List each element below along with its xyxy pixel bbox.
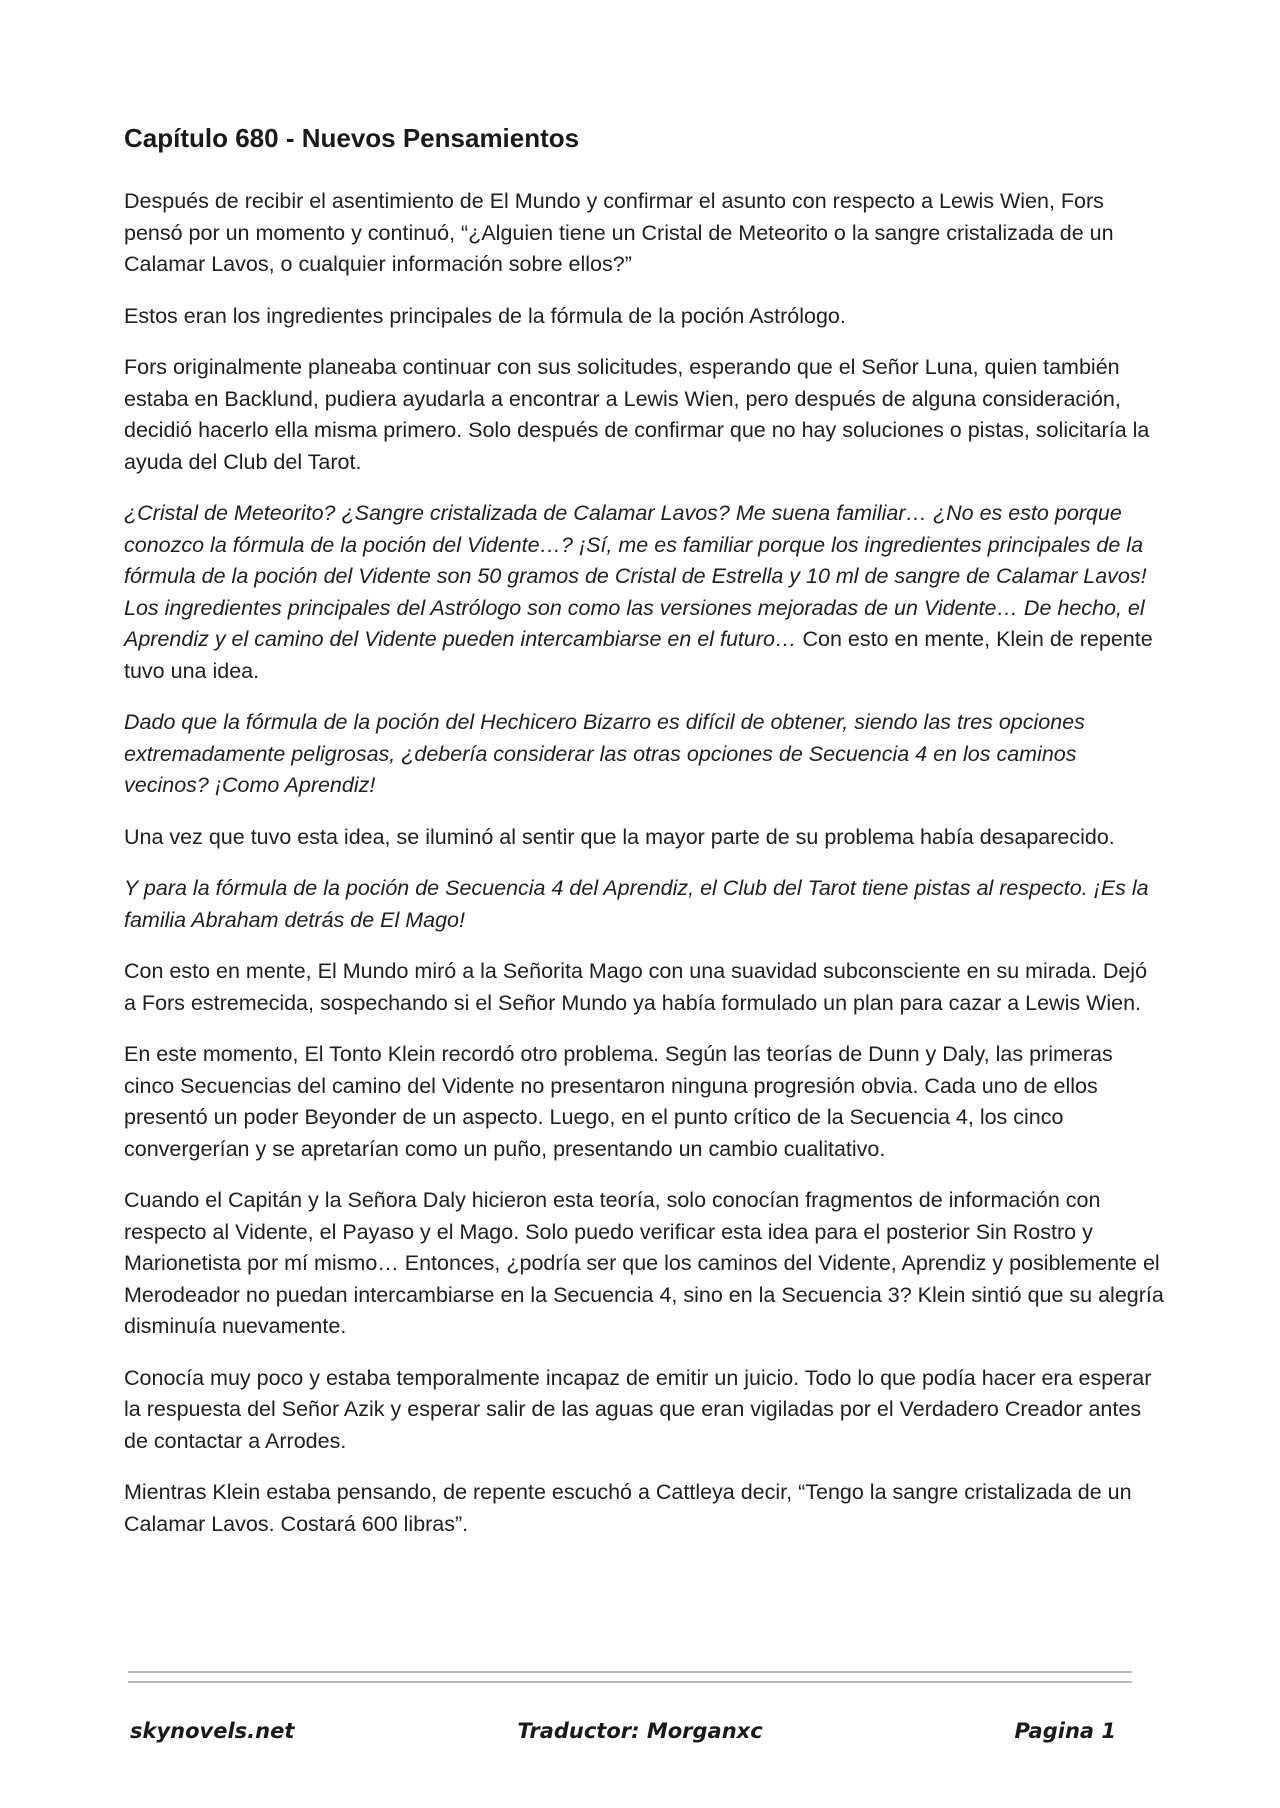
paragraph: En este momento, El Tonto Klein recordó otro problema. Según las teorías de Dunn y Daly, las primeras cinco Secuencias del camino del Vidente no presentaron ninguna progresión obvia. Cada uno de ellos presentó un poder Beyonder de un aspecto. Luego, en el punto crítico de la Secuencia 4, los cinco convergerían y se apretarían como un puño, presentando un cambio cualitativo.: [124, 1042, 1113, 1161]
paragraph: Una vez que tuvo esta idea, se iluminó al sentir que la mayor parte de su problema había desaparecido.: [124, 824, 1115, 849]
paragraph-tail: Con esto en mente, Klein de repente tuvo una idea.: [124, 627, 1153, 683]
paragraph: Después de recibir el asentimiento de El Mundo y confirmar el asunto con respecto a Lewis Wien, Fors pensó por un momento y continuó, “¿Alguien tiene un Cristal de Meteorito o la sangre cristalizada de un Calamar Lavos, o cualquier información sobre ellos?”: [124, 189, 1114, 276]
footer-site: skynovels.net: [130, 1719, 295, 1743]
paragraph: Mientras Klein estaba pensando, de repente escuchó a Cattleya decir, “Tengo la sangre cristalizada de un Calamar Lavos. Costará 600 libras”.: [124, 1480, 1132, 1536]
chapter-title: Capítulo 680 - Nuevos Pensamientos: [124, 123, 580, 153]
paragraph: [124, 498, 1164, 687]
paragraph: Conocía muy poco y estaba temporalmente incapaz de emitir un juicio. Todo lo que podía hacer era esperar la respuesta del Señor Azik y esperar salir de las aguas que eran vigiladas por el Verdadero Creador antes de contactar a Arrodes.: [124, 1365, 1152, 1453]
paragraph: Cuando el Capitán y la Señora Daly hicieron esta teoría, solo conocían fragmentos de información con respecto al Vidente, el Payaso y el Mago. Solo puedo verificar esta idea para el posterior Sin Rostro y Marionetista por mí mismo… Entonces, ¿podría ser que los caminos del Vidente, Aprendiz y posiblemente el Merodeador no puedan intercambiarse en la Secuencia 4, sino en la Secuencia 3? Klein sintió que su alegría disminuía nuevamente.: [124, 1188, 1164, 1338]
footer-divider: [128, 1681, 1132, 1683]
footer-translator: Traductor: Morganxc: [517, 1719, 763, 1743]
paragraph: Estos eran los ingredientes principales de la fórmula de la poción Astrólogo.: [124, 303, 846, 328]
document-body: [124, 122, 1164, 1560]
paragraph: Con esto en mente, El Mundo miró a la Señorita Mago con una suavidad subconsciente en su mirada. Dejó a Fors estremecida, sospechando si el Señor Mundo ya había formulado un plan para cazar a Lewis Wien.: [124, 959, 1148, 1015]
paragraph-italic: Y para la fórmula de la poción de Secuencia 4 del Aprendiz, el Club del Tarot tiene pistas al respecto. ¡Es la familia Abraham detrás de El Mago!: [124, 876, 1149, 932]
paragraph-italic: Dado que la fórmula de la poción del Hechicero Bizarro es difícil de obtener, siendo las tres opciones extremadamente peligrosas, ¿debería considerar las otras opciones de Secuencia 4 en los caminos vecinos? ¡Como Aprendiz!: [124, 710, 1085, 797]
italic-thought: ¿Cristal de Meteorito? ¿Sangre cristalizada de Calamar Lavos? Me suena familiar… ¿No es esto porque conozco la fórmula de la poción del Vidente…? ¡Sí, me es familiar porque los ingredientes principales de la fórmula de la poción del Vidente son 50 gramos de Cristal de Estrella y 10 ml de sangre de Calamar Lavos! Los ingredientes principales del Astrólogo son como las versiones mejoradas de un Vidente… De hecho, el Aprendiz y el camino del Vidente pueden intercambiarse en el futuro…: [124, 501, 1147, 651]
paragraph: Fors originalmente planeaba continuar con sus solicitudes, esperando que el Señor Luna, quien también estaba en Backlund, pudiera ayudarla a encontrar a Lewis Wien, pero después de alguna consideración, decidió hacerlo ella misma primero. Solo después de confirmar que no hay soluciones o pistas, solicitaría la ayuda del Club del Tarot.: [124, 355, 1150, 474]
footer-page-number: Pagina 1: [1014, 1719, 1116, 1743]
footer-divider: [128, 1671, 1132, 1673]
